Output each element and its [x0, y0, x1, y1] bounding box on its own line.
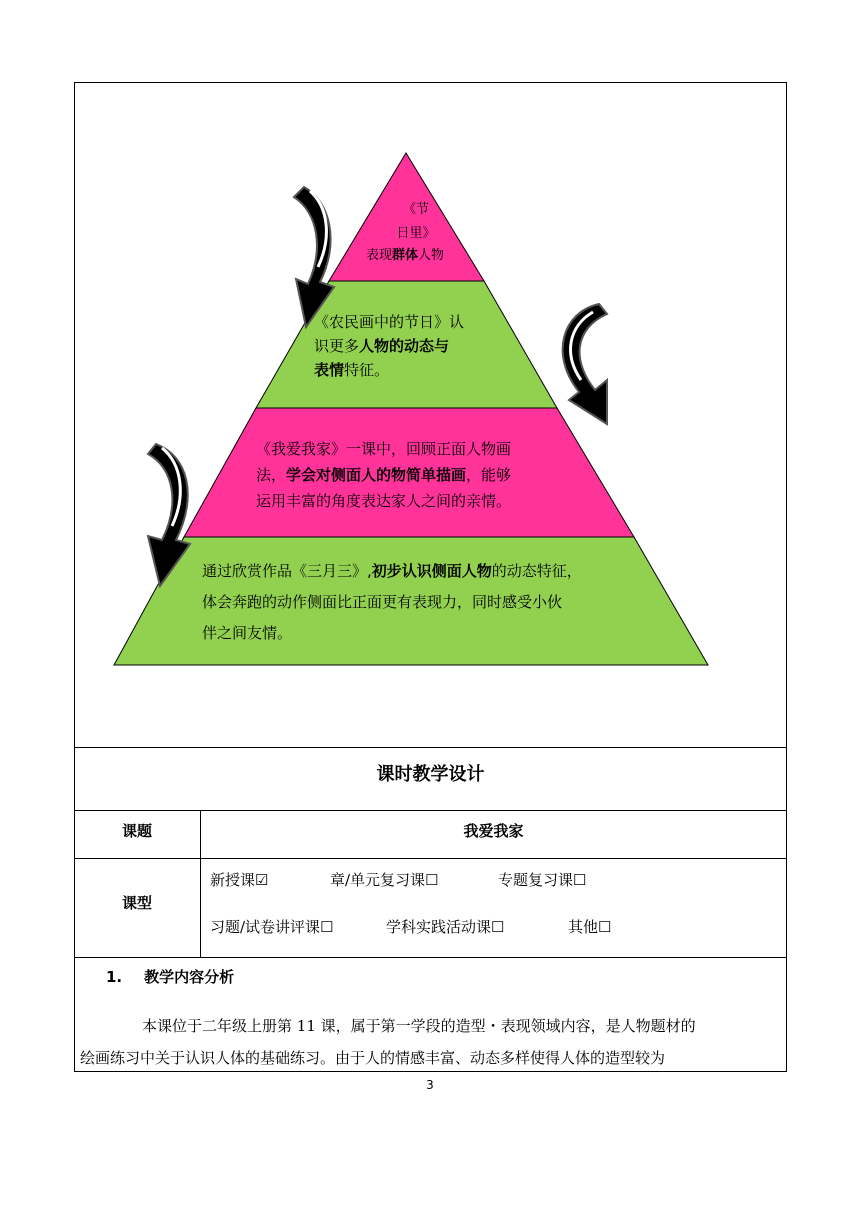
checkbox-icon[interactable]: ☐	[598, 918, 612, 936]
type-option-topic-review[interactable]: 专题复习课☐	[498, 871, 587, 889]
table-divider	[74, 858, 787, 859]
type-option-new[interactable]: 新授课☑	[210, 871, 269, 889]
topic-value: 我爱我家	[463, 822, 524, 840]
table-divider	[74, 747, 787, 748]
tier2-text: 《农民画中的节日》认 识更多人物的动态与 表情特征。	[314, 313, 465, 379]
page-number: 3	[426, 1078, 434, 1092]
type-option-exercise-review[interactable]: 习题/试卷讲评课☐	[210, 918, 334, 936]
checkbox-icon[interactable]: ☐	[320, 918, 334, 936]
table-divider	[74, 810, 787, 811]
type-option-unit-review[interactable]: 章/单元复习课☐	[330, 871, 439, 889]
tier1-text-line3: 表现群体人物	[366, 248, 445, 263]
section-heading: 1. 教学内容分析	[106, 968, 235, 986]
checkbox-icon[interactable]: ☐	[491, 918, 505, 936]
tier3-text: 《我爱我家》一课中，回顾正面人物画 法，学会对侧面人的物简单描画，能够 运用丰富的角度表达家人之间的亲情。	[256, 440, 512, 510]
type-option-other[interactable]: 其他☐	[568, 918, 612, 936]
type-label: 课型	[121, 894, 152, 912]
curved-arrow-icon	[563, 304, 607, 424]
checkbox-checked-icon[interactable]: ☑	[255, 871, 269, 889]
checkbox-icon[interactable]: ☐	[425, 871, 439, 889]
type-option-practice[interactable]: 学科实践活动课☐	[386, 918, 505, 936]
design-title: 课时教学设计	[376, 764, 485, 785]
table-divider	[74, 957, 787, 958]
section-paragraph-line1: 本课位于二年级上册第 11 课，属于第一学段的造型・表现领域内容，是人物题材的	[142, 1017, 696, 1035]
section-paragraph-line2: 绘画练习中关于认识人体的基础练习。由于人的情感丰富、动态多样使得人体的造型较为	[80, 1049, 666, 1067]
tier4-text: 通过欣赏作品《三月三》,初步认识侧面人物的动态特征， 体会奔跑的动作侧面比正面更有表现力，同时感受小伙 伴之间友情。	[202, 562, 582, 642]
tier1-text: 《节 日里》	[396, 202, 436, 241]
checkbox-icon[interactable]: ☐	[573, 871, 587, 889]
topic-label: 课题	[121, 822, 152, 840]
